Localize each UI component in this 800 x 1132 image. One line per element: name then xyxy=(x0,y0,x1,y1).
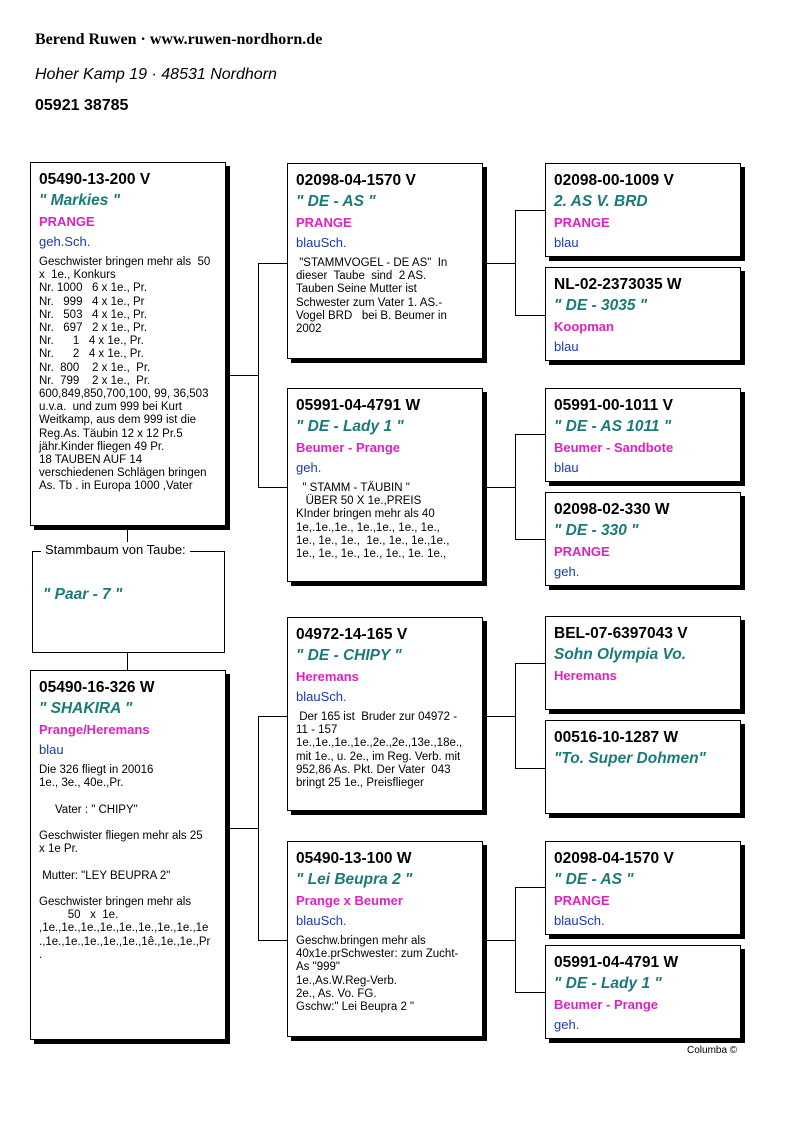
connector-line xyxy=(127,653,128,671)
breeder-line: Koopman xyxy=(554,319,614,334)
pigeon-name: " DE - CHIPY " xyxy=(296,647,402,664)
grandparent-card xyxy=(545,720,741,814)
pigeon-name: " Lei Beupra 2 " xyxy=(296,871,413,888)
pigeon-notes: Die 326 fliegt in 20016 1e., 3e., 40e.,Pr. Vater : " CHIPY" Geschwister fliegen mehr als 25 x 1e Pr. Mutter: "LEY BEUPRA 2" Geschwister bringen mehr als 50 x 1e. ,1e.,1e.,1e.,1e.,1e.,1e.,1e.,1e.,1e .,1e.,1e.,1e.,1e.,1e.,1ê.,1e.,1e.,Pr . xyxy=(39,764,211,961)
ring-number: BEL-07-6397043 V xyxy=(554,625,688,642)
ring-number: 00516-10-1287 W xyxy=(554,729,679,746)
pigeon-name: " DE - Lady 1 " xyxy=(296,418,404,435)
parent-card xyxy=(287,388,483,582)
breeder-line: PRANGE xyxy=(554,544,610,559)
pigeon-name: 2. AS V. BRD xyxy=(554,193,648,210)
connector-line xyxy=(485,940,515,941)
connector-line xyxy=(515,210,516,315)
pigeon-color: blau xyxy=(554,339,579,354)
grandparent-card xyxy=(545,163,741,257)
connector-line xyxy=(515,768,545,769)
connector-line xyxy=(258,263,288,264)
pigeon-color: blauSch. xyxy=(296,235,347,250)
pigeon-name: " DE - AS " xyxy=(554,871,634,888)
ring-number: 05991-00-1011 V xyxy=(554,397,673,414)
connector-line xyxy=(515,887,545,888)
connector-line xyxy=(258,940,288,941)
pigeon-notes: Geschwister bringen mehr als 50 x 1e., Konkurs Nr. 1000 6 x 1e., Pr. Nr. 999 4 x 1e., Pr Nr. 503 4 x 1e., Pr. Nr. 697 2 x 1e., Pr. Nr. 1 4 x 1e., Pr. Nr. 2 4 x 1e., Pr. Nr. 800 2 x 1e., Pr. Nr. 799 2 x 1e., Pr. 600,849,850,700,100, 99, 36,503 u.v.a. und zum 999 bei Kurt Weitkamp, aus dem 999 ist die Reg.As. Täubin 12 x 12 Pr.5 jähr.Kinder fliegen 49 Pr. 18 TAUBEN AUF 14 verschiedenen Schlägen bringen As. Tb . in Europa 1000 ,Vater xyxy=(39,256,211,493)
pigeon-name: " DE - Lady 1 " xyxy=(554,975,662,992)
pedigree-title-label: Stammbaum von Taube: xyxy=(41,542,190,557)
ring-number: 02098-04-1570 V xyxy=(554,850,674,867)
pigeon-color: blauSch. xyxy=(296,913,347,928)
pigeon-name: "To. Super Dohmen" xyxy=(554,750,706,767)
grandparent-card xyxy=(545,267,741,361)
pigeon-color: blauSch. xyxy=(296,689,347,704)
subject-hen-card xyxy=(30,670,226,1040)
breeder-line: Beumer - Prange xyxy=(554,997,659,1012)
pigeon-color: geh.Sch. xyxy=(39,234,91,249)
ring-number: 04972-14-165 V xyxy=(296,626,408,643)
pigeon-notes: Geschw.bringen mehr als 40x1e.prSchwester: zum Zucht- As "999" 1e.,As.W.Reg-Verb. 2e., As. Vo. FG. Gschw:" Lei Beupra 2 " xyxy=(296,935,459,1014)
connector-line xyxy=(229,828,258,829)
breeder-phone: 05921 38785 xyxy=(35,97,129,114)
breeder-name-website: Berend Ruwen · www.ruwen-nordhorn.de xyxy=(35,31,323,48)
connector-line xyxy=(258,487,288,488)
ring-number: 02098-00-1009 V xyxy=(554,172,674,189)
breeder-line: Prange x Beumer xyxy=(296,893,403,908)
pigeon-name: " DE - 330 " xyxy=(554,522,639,539)
breeder-line: PRANGE xyxy=(554,893,610,908)
breeder-line: Beumer - Sandbote xyxy=(554,440,674,455)
ring-number: 05991-04-4791 W xyxy=(296,397,421,414)
connector-line xyxy=(515,539,545,540)
connector-line xyxy=(258,716,259,940)
connector-line xyxy=(515,434,516,539)
pigeon-notes: " STAMM - TÄUBIN " ÜBER 50 X 1e.,PREIS KInder bringen mehr als 40 1e,.1e.,1e., 1e.,1e., 1e., 1e., 1e., 1e., 1e., 1e., 1e., 1e.,1e., 1e., 1e., 1e., 1e., 1e., 1e. 1e., xyxy=(296,482,450,561)
breeder-line: Heremans xyxy=(554,668,617,683)
connector-line xyxy=(485,487,515,488)
pigeon-color: geh. xyxy=(554,1017,580,1032)
pigeon-name: Sohn Olympia Vo. xyxy=(554,646,687,663)
connector-line xyxy=(515,210,545,211)
grandparent-card xyxy=(545,841,741,935)
pigeon-name: " SHAKIRA " xyxy=(39,700,133,717)
connector-line xyxy=(229,375,258,376)
ring-number: 02098-02-330 W xyxy=(554,501,670,518)
connector-line xyxy=(515,663,545,664)
subject-cock-card xyxy=(30,162,226,526)
breeder-line: PRANGE xyxy=(296,215,352,230)
connector-line xyxy=(258,263,259,487)
grandparent-card xyxy=(545,945,741,1039)
pigeon-name: " DE - AS " xyxy=(296,193,376,210)
pigeon-color: geh. xyxy=(296,460,322,475)
grandparent-card xyxy=(545,388,741,482)
breeder-line: Heremans xyxy=(296,669,359,684)
parent-card xyxy=(287,163,483,359)
breeder-line: Prange/Heremans xyxy=(39,722,150,737)
connector-line xyxy=(515,434,545,435)
connector-line xyxy=(258,716,288,717)
pedigree-title-box xyxy=(32,551,225,653)
breeder-address: Hoher Kamp 19 · 48531 Nordhorn xyxy=(35,66,277,83)
pigeon-notes: Der 165 ist Bruder zur 04972 - 11 - 157 1e.,1e.,1e.,1e.,2e.,2e.,13e.,18e., mit 1e., u. 2e., im Reg. Verb. mit 952,86 As. Pkt. Der Vater 043 bringt 25 1e., Preisflieger xyxy=(296,711,463,790)
connector-line xyxy=(485,716,515,717)
grandparent-card xyxy=(545,492,741,586)
grandparent-card xyxy=(545,616,741,710)
breeder-line: PRANGE xyxy=(39,214,95,229)
connector-line xyxy=(515,663,516,768)
pigeon-name: " Markies " xyxy=(39,192,121,209)
pigeon-color: geh. xyxy=(554,564,580,579)
breeder-line: PRANGE xyxy=(554,215,610,230)
ring-number: 05490-13-200 V xyxy=(39,171,151,188)
pigeon-name: " DE - AS 1011 " xyxy=(554,418,672,435)
ring-number: 02098-04-1570 V xyxy=(296,172,416,189)
pigeon-color: blau xyxy=(554,460,579,475)
connector-line xyxy=(515,887,516,992)
ring-number: 05490-13-100 W xyxy=(296,850,412,867)
pigeon-color: blau xyxy=(39,742,64,757)
breeder-line: Beumer - Prange xyxy=(296,440,401,455)
connector-line xyxy=(515,315,545,316)
pair-name: " Paar - 7 " xyxy=(43,586,123,603)
pigeon-color: blauSch. xyxy=(554,913,605,928)
connector-line xyxy=(485,263,515,264)
ring-number: 05490-16-326 W xyxy=(39,679,155,696)
pigeon-color: blau xyxy=(554,235,579,250)
connector-line xyxy=(515,992,545,993)
ring-number: 05991-04-4791 W xyxy=(554,954,679,971)
pigeon-notes: "STAMMVOGEL - DE AS" In dieser Taube sind 2 AS. Tauben Seine Mutter ist Schwester zum Vater 1. AS.- Vogel BRD bei B. Beumer in 2002 xyxy=(296,257,448,336)
parent-card xyxy=(287,841,483,1037)
software-credit: Columba © xyxy=(687,1045,738,1056)
pigeon-name: " DE - 3035 " xyxy=(554,297,648,314)
ring-number: NL-02-2373035 W xyxy=(554,276,682,293)
parent-card xyxy=(287,617,483,811)
